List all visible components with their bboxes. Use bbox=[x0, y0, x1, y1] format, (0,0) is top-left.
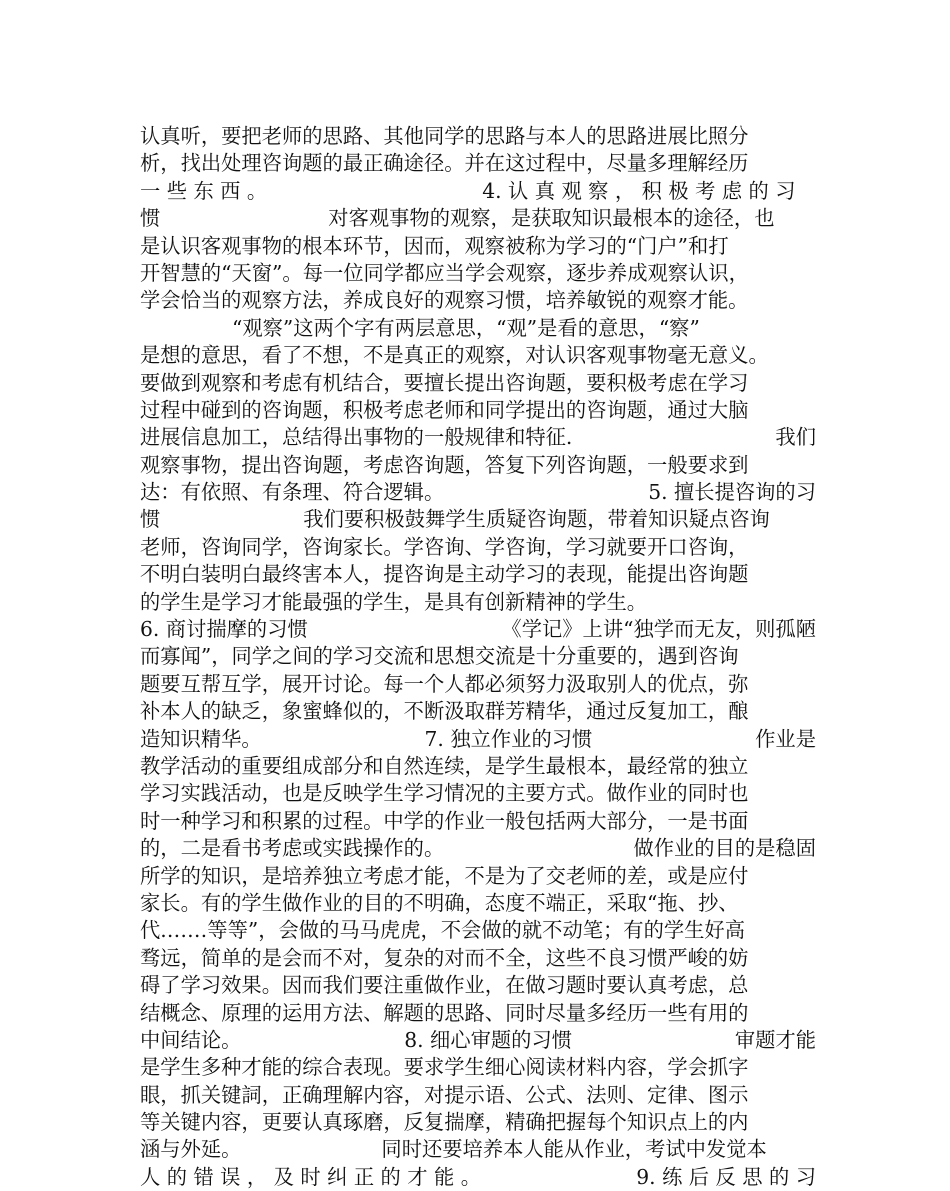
section-heading: 4. 认 真 观 察 ， 积 极 考 虑 的 习 bbox=[482, 178, 796, 203]
text-line: 要做到观察和考虑有机结合，要擅长提出咨询题，要积极考虑在学习 bbox=[140, 370, 749, 395]
text-fragment: 的，二是看书考虑或实践操作的。 bbox=[140, 836, 445, 861]
text-fragment: 达：有依照、有条理、符合逻辑。 bbox=[140, 480, 445, 505]
text-line: 骛远，简单的是会而不对，复杂的对而不全，这些不良习惯严峻的妨 bbox=[140, 945, 749, 970]
text-line: 补本人的缺乏，象蜜蜂似的，不断汲取群芳精华，通过反复加工，酿 bbox=[140, 699, 749, 724]
text-line: 碍了学习效果。因而我们要注重做作业，在做习题时要认真考虑，总 bbox=[140, 973, 749, 998]
text-line bbox=[140, 726, 816, 753]
text-line: 代.……等等”，会做的马马虎虎，不会做的就不动笔；有的学生好高 bbox=[140, 918, 745, 943]
text-line bbox=[140, 205, 816, 232]
text-fragment: 作业是 bbox=[755, 726, 816, 751]
text-fragment: 人 的 错 误 ， 及 时 纠 正 的 才 能 。 bbox=[140, 1164, 482, 1189]
text-fragment: 审题才能 bbox=[734, 1027, 816, 1052]
text-line bbox=[140, 479, 816, 506]
text-line: 开智慧的“天窗”。每一位同学都应当学会观察，逐步养成观察认识， bbox=[140, 260, 749, 285]
body-text bbox=[140, 123, 816, 1191]
text-line: 等关键内容，更要认真琢磨，反复揣摩，精确把握每个知识点上的内 bbox=[140, 1110, 749, 1135]
text-line: 认真听，要把老师的思路、其他同学的思路与本人的思路进展比照分 bbox=[140, 124, 749, 148]
section-heading: 6. 商讨揣摩的习惯 bbox=[140, 617, 308, 642]
text-line bbox=[140, 1027, 816, 1054]
text-fragment: 中间结论。 bbox=[140, 1027, 242, 1052]
section-heading: 9. 练 后 反 思 的 习 bbox=[636, 1164, 816, 1189]
text-line: 是学生多种才能的综合表现。要求学生细心阅读材料内容，学会抓字 bbox=[140, 1055, 749, 1080]
text-line: 是认识客观事物的根本环节，因而，观察被称为学习的“门户”和打 bbox=[140, 233, 729, 258]
text-line: 学会恰当的观察方法，养成良好的观察习惯，培养敏锐的观察才能。 bbox=[140, 288, 749, 313]
text-line bbox=[140, 835, 816, 862]
section-heading: 8. 细心审题的习惯 bbox=[404, 1027, 573, 1052]
section-heading: 5. 擅长提咨询的习 bbox=[648, 480, 816, 505]
text-fragment: 同时还要培养本人能从作业，考试中发觉本 bbox=[381, 1137, 767, 1162]
text-line: 所学的知识，是培养独立考虑才能，不是为了交老师的差，或是应付 bbox=[140, 863, 749, 888]
text-line: 教学活动的重要组成部分和自然连续，是学生最根本，最经常的独立 bbox=[140, 753, 749, 778]
text-line: 而寡闻”，同学之间的学习交流和思想交流是十分重要的，遇到咨询 bbox=[140, 644, 739, 669]
text-line: 老师，咨询同学，咨询家长。学咨询、学咨询，学习就要开口咨询， bbox=[140, 534, 749, 559]
text-fragment: 一 些 东 西 。 bbox=[140, 178, 268, 203]
text-fragment: 《学记》上讲“独学而无友，则孤陋 bbox=[501, 617, 816, 642]
text-line: 结概念、原理的运用方法、解题的思路、同时尽量多经历一些有用的 bbox=[140, 1000, 749, 1025]
text-line: 题要互帮互学，展开讨论。每一个人都必须努力汲取别人的优点，弥 bbox=[140, 671, 749, 696]
text-line: 观察事物，提出咨询题，考虑咨询题，答复下列咨询题，一般要求到 bbox=[140, 452, 749, 477]
text-line: 家长。有的学生做作业的目的不明确，态度不端正，采取“拖、抄、 bbox=[140, 890, 739, 915]
text-line bbox=[140, 506, 816, 533]
text-line: 学习实践活动，也是反映学生学习情况的主要方式。做作业的同时也 bbox=[140, 781, 749, 806]
section-heading: 7. 独立作业的习惯 bbox=[424, 726, 593, 751]
section-heading: 惯 bbox=[140, 206, 161, 231]
text-fragment: 进展信息加工，总结得出事物的一般规律和特征. bbox=[140, 425, 573, 450]
text-line bbox=[140, 1164, 816, 1191]
section-heading: 惯 bbox=[140, 507, 161, 532]
text-line bbox=[140, 1136, 816, 1163]
text-fragment: 我们 bbox=[775, 425, 816, 450]
text-line bbox=[140, 616, 816, 643]
text-line: 时一种学习和积累的过程。中学的作业一般包括两大部分，一是书面 bbox=[140, 808, 749, 833]
text-line: 析，找出处理咨询题的最正确途径。并在这过程中，尽量多理解经历 bbox=[140, 151, 749, 176]
text-line bbox=[140, 424, 816, 451]
text-line: 过程中碰到的咨询题，积极考虑老师和同学提出的咨询题，通过大脑 bbox=[140, 397, 749, 422]
text-fragment: 对客观事物的观察，是获取知识最根本的途径，也 bbox=[328, 206, 775, 231]
text-fragment: 造知识精华。 bbox=[140, 726, 262, 751]
text-line: 是想的意思，看了不想，不是真正的观察，对认识客观事物毫无意义。 bbox=[140, 343, 769, 368]
text-fragment: 我们要积极鼓舞学生质疑咨询题，带着知识疑点咨询 bbox=[303, 507, 770, 532]
text-line bbox=[140, 178, 816, 205]
text-line: “观察”这两个字有两层意思，“观”是看的意思，“察” bbox=[232, 315, 700, 340]
text-line: 不明白装明白最终害本人，提咨询是主动学习的表现，能提出咨询题 bbox=[140, 562, 749, 587]
text-fragment: 涵与外延。 bbox=[140, 1137, 242, 1162]
text-line: 的学生是学习才能最强的学生，是具有创新精神的学生。 bbox=[140, 589, 648, 614]
text-line: 眼，抓关键詞，正确理解内容，对提示语、公式、法则、定律、图示 bbox=[140, 1082, 749, 1107]
text-fragment: 做作业的目的是稳固 bbox=[633, 836, 816, 861]
